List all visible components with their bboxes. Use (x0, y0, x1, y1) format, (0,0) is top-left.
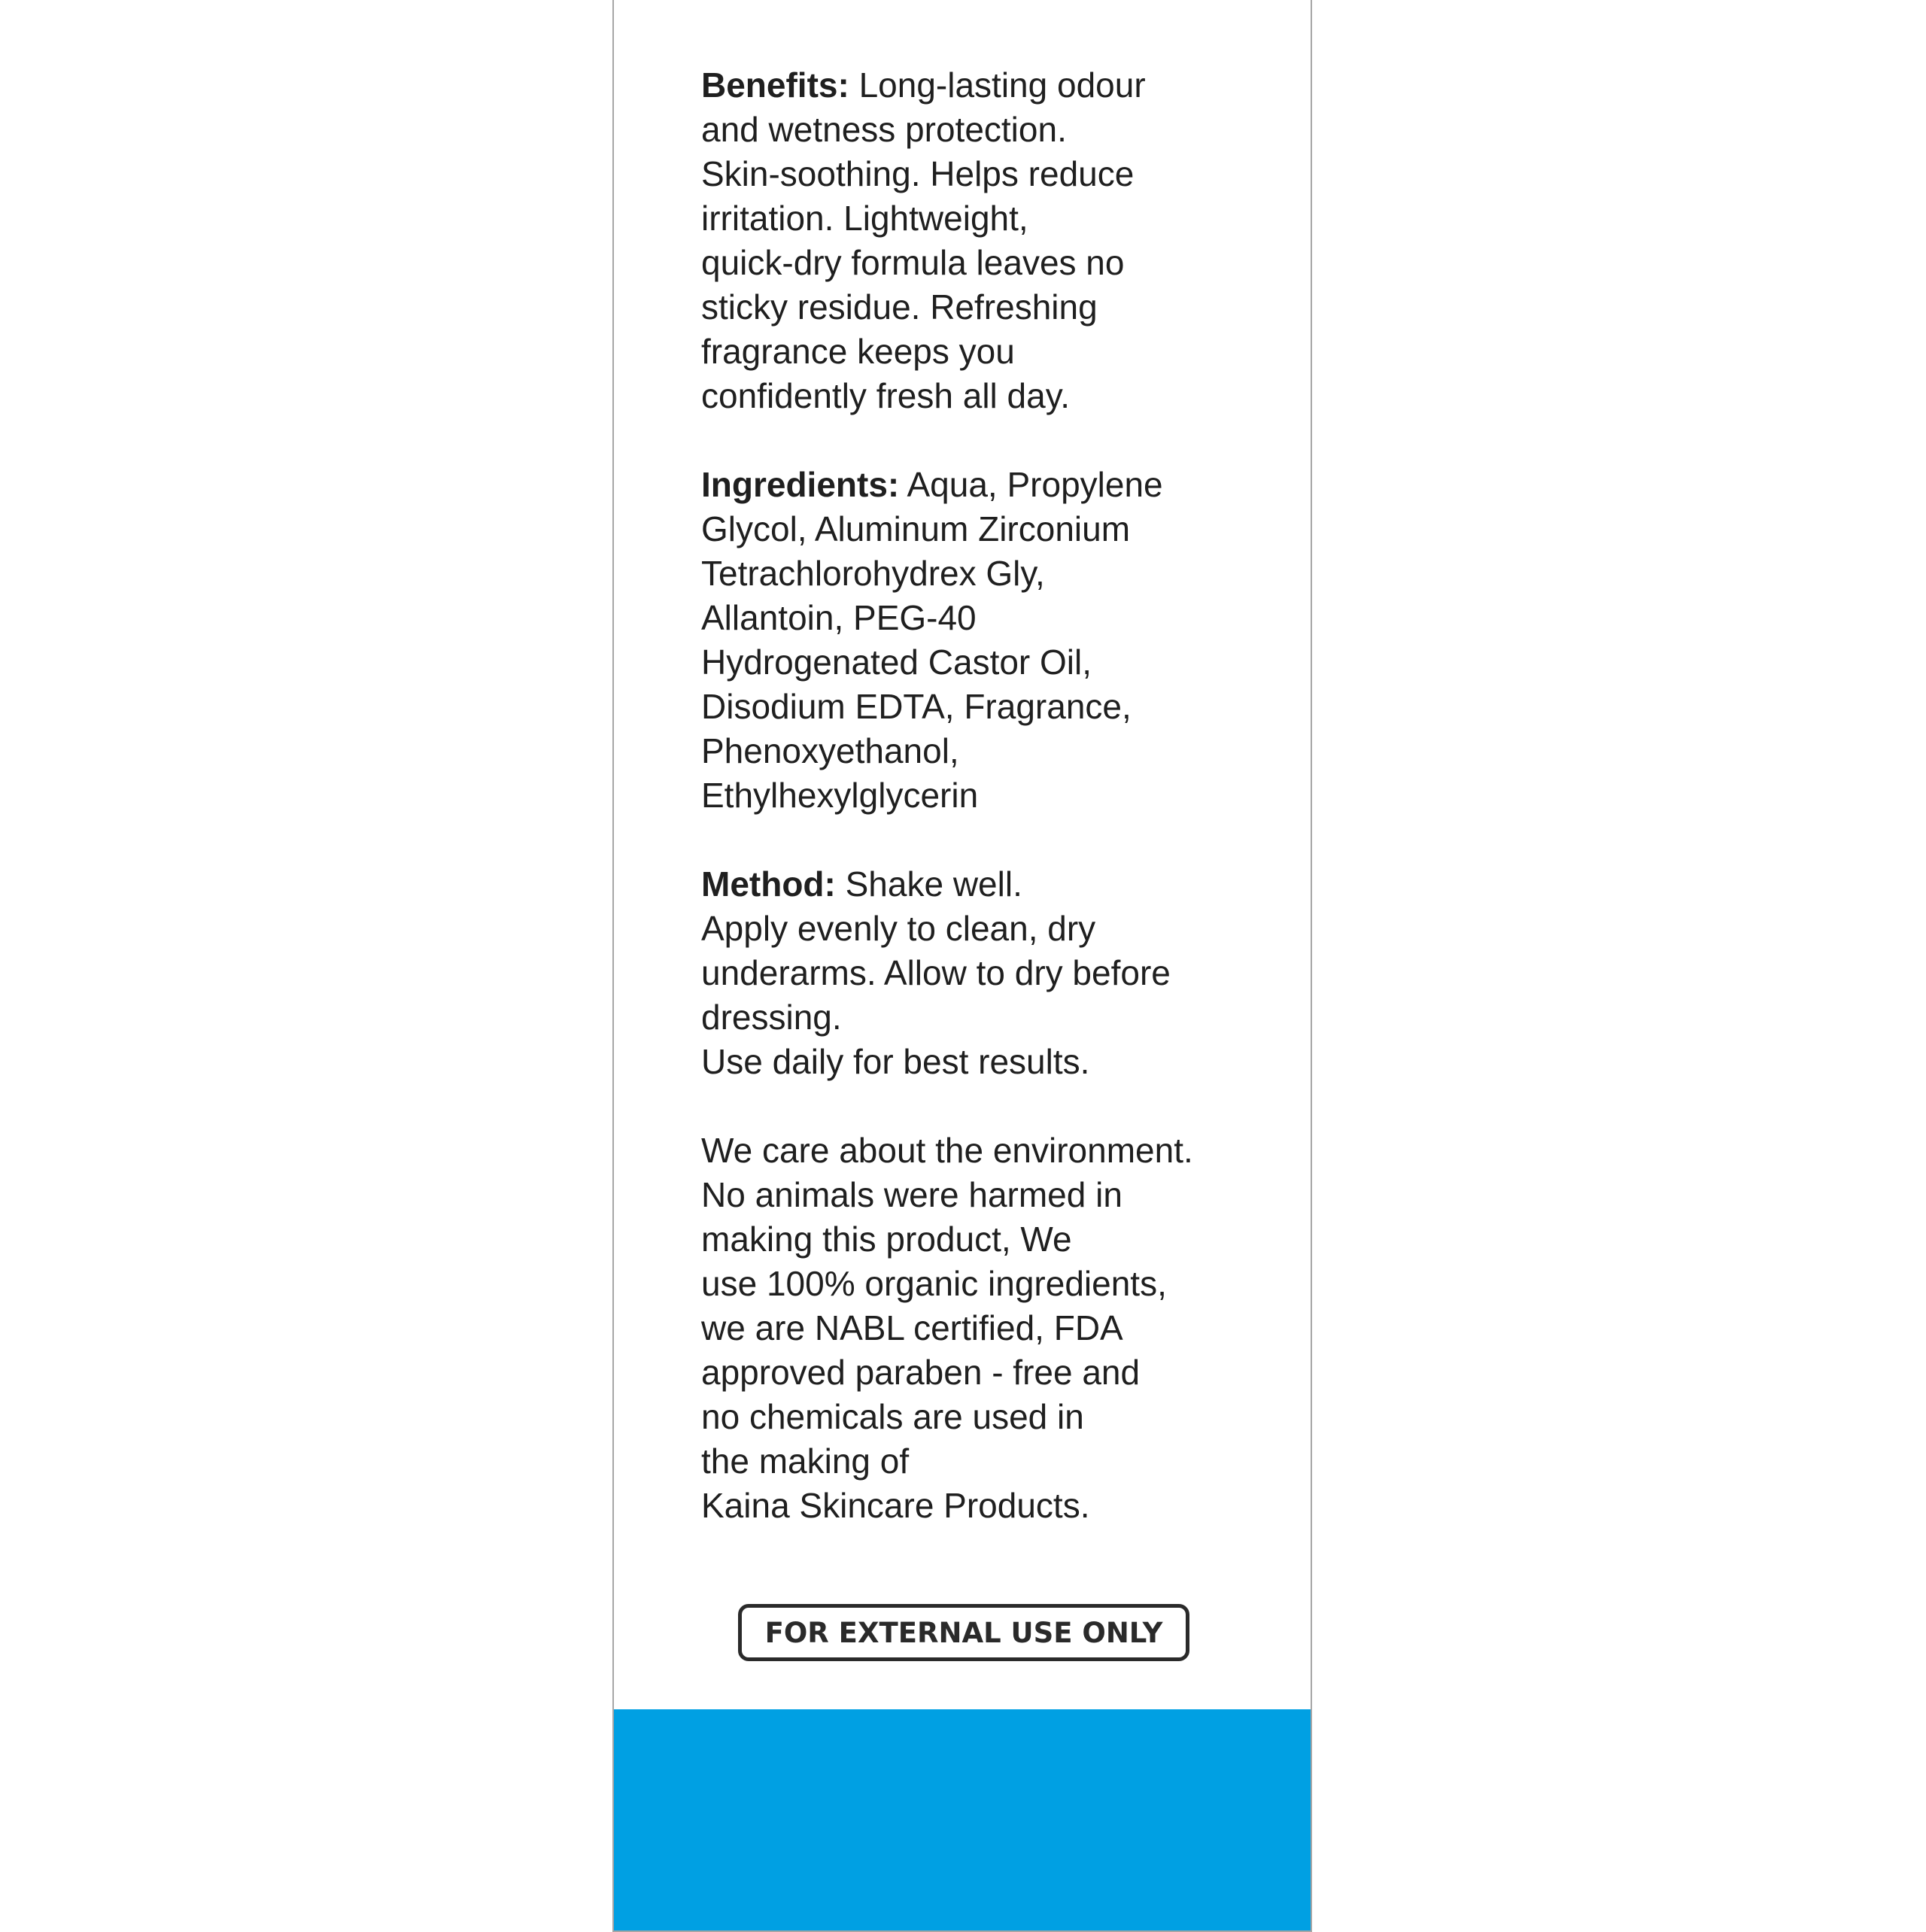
benefits-heading: Benefits: (701, 65, 849, 105)
ingredients-line: Ethylhexylglycerin (701, 776, 979, 815)
environment-line: We care about the environment. (701, 1131, 1193, 1170)
external-use-notice-label: FOR EXTERNAL USE ONLY (764, 1616, 1163, 1649)
ingredients-text: Aqua, Propylene (899, 465, 1163, 504)
environment-line: Kaina Skincare Products. (701, 1486, 1090, 1525)
ingredients-line: Disodium EDTA, Fragrance, (701, 687, 1132, 726)
ingredients-section (701, 463, 1273, 818)
method-text: Shake well. (835, 864, 1022, 904)
accent-color-band (614, 1709, 1311, 1932)
method-line: Apply evenly to clean, dry (701, 909, 1096, 948)
method-line-1 (701, 862, 1273, 907)
benefits-line: sticky residue. Refreshing (701, 287, 1098, 327)
benefits-line: confidently fresh all day. (701, 376, 1071, 415)
benefits-line: and wetness protection. (701, 110, 1067, 149)
external-use-notice (738, 1604, 1189, 1661)
method-line: dressing. (701, 998, 842, 1037)
ingredients-line: Tetrachlorohydrex Gly, (701, 554, 1045, 593)
ingredients-line-1 (701, 463, 1273, 507)
ingredients-line: Allantoin, PEG-40 (701, 598, 977, 637)
benefits-line: Skin-soothing. Helps reduce (701, 154, 1135, 193)
benefits-section (701, 63, 1273, 418)
environment-line: making this product, We (701, 1220, 1072, 1259)
environment-line: no chemicals are used in (701, 1397, 1084, 1436)
method-section (701, 862, 1273, 1084)
environment-line: we are NABL certified, FDA (701, 1308, 1123, 1347)
method-heading: Method: (701, 864, 836, 904)
benefits-text: Long-lasting odour (849, 65, 1146, 105)
method-line: Use daily for best results. (701, 1042, 1090, 1081)
label-copy (701, 63, 1273, 1572)
ingredients-line: Glycol, Aluminum Zirconium (701, 509, 1131, 548)
environment-line: use 100% organic ingredients, (701, 1264, 1167, 1303)
benefits-line: quick-dry formula leaves no (701, 243, 1125, 282)
product-label-panel (612, 0, 1312, 1932)
method-line: underarms. Allow to dry before (701, 953, 1171, 992)
benefits-line: irritation. Lightweight, (701, 199, 1028, 238)
environment-line: No animals were harmed in (701, 1175, 1122, 1214)
ingredients-heading: Ingredients: (701, 465, 900, 504)
benefits-line: fragrance keeps you (701, 332, 1015, 371)
environment-section (701, 1129, 1273, 1528)
ingredients-line: Hydrogenated Castor Oil, (701, 642, 1092, 682)
benefits-line-1 (701, 63, 1273, 108)
environment-line: the making of (701, 1441, 910, 1481)
ingredients-line: Phenoxyethanol, (701, 731, 959, 770)
environment-line: approved paraben - free and (701, 1353, 1141, 1392)
